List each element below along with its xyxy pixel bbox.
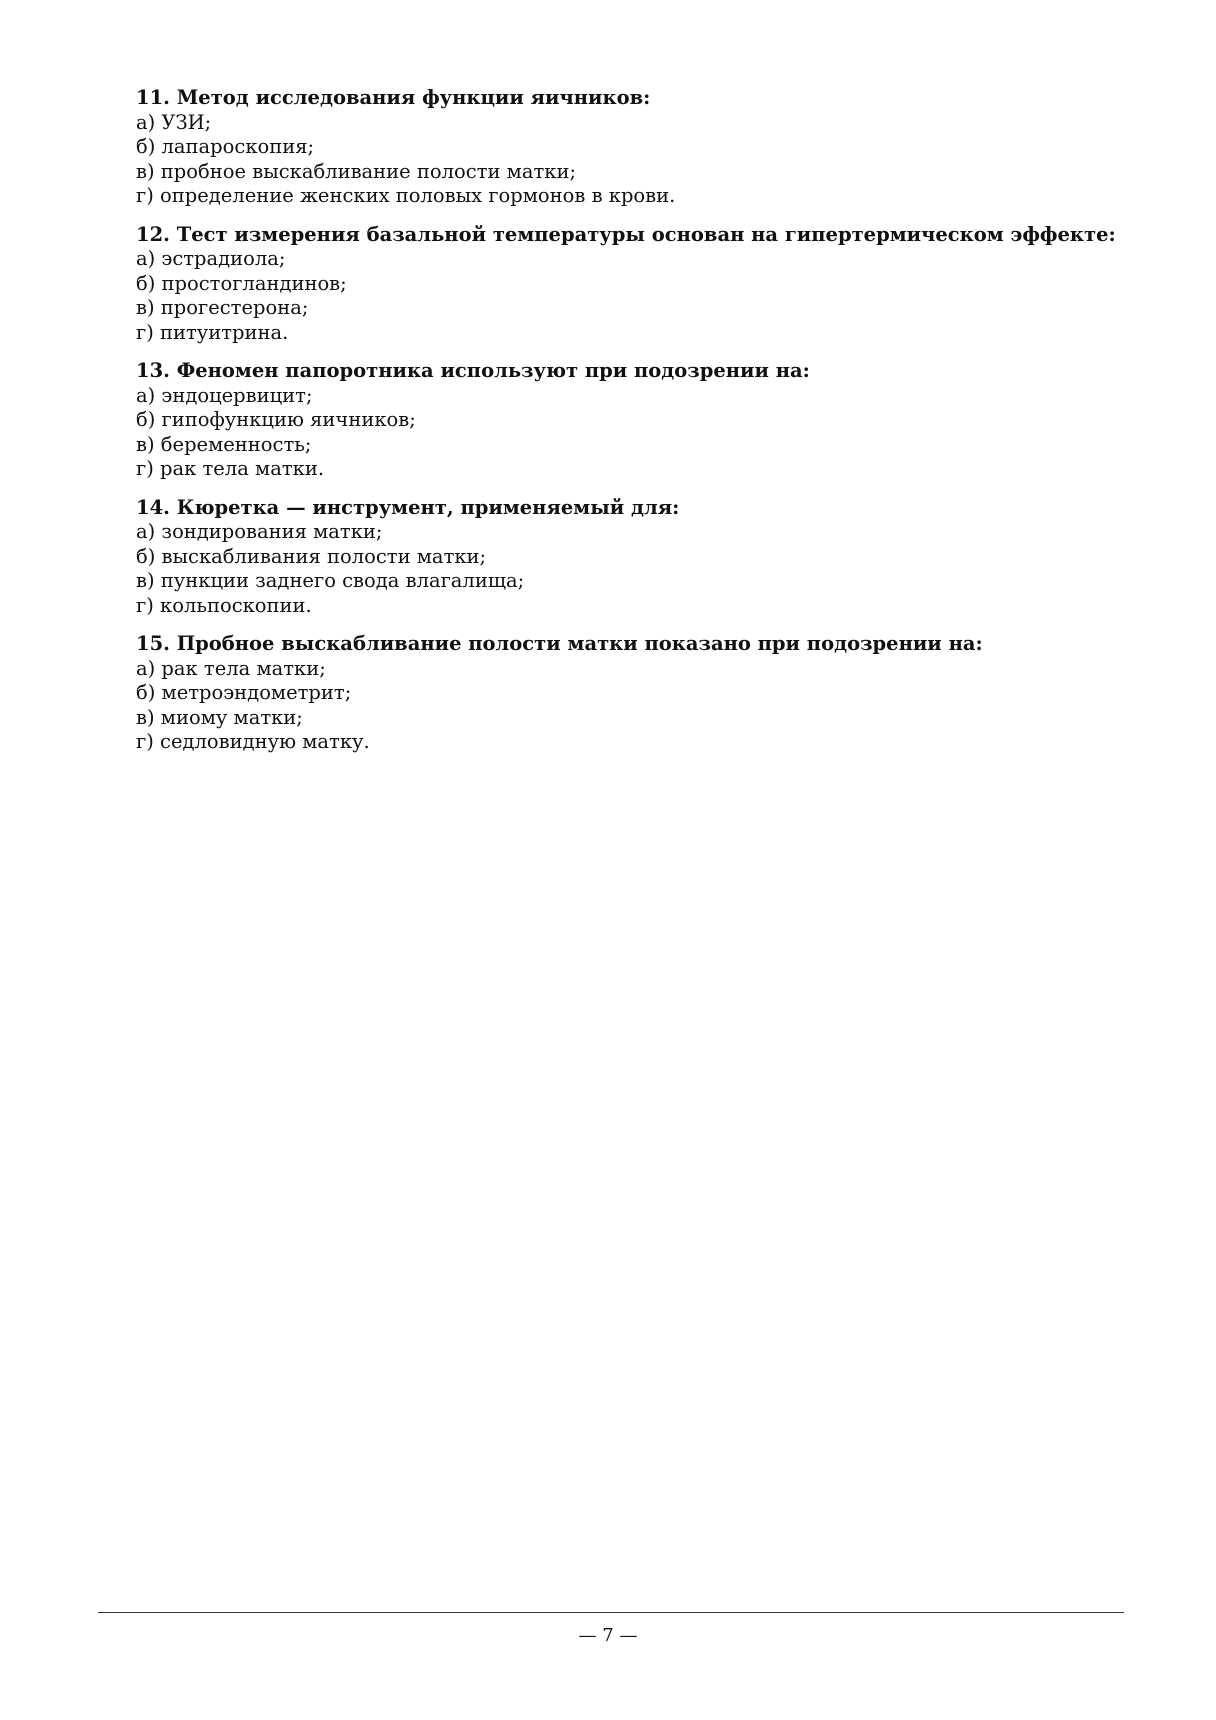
question-list (136, 86, 1116, 769)
question-title: 11. Метод исследования функции яичников: (136, 86, 651, 109)
answer-option: в) пробное выскабливание полости матки; (136, 159, 577, 183)
answer-option: б) гипофункцию яичников; (136, 408, 416, 431)
answer-options (136, 520, 1116, 618)
question-title: 13. Феномен папоротника используют при подозрении на: (136, 359, 810, 382)
answer-option: а) эндоцервицит; (136, 383, 313, 407)
question-14 (136, 496, 1116, 619)
question-13 (136, 359, 1116, 482)
answer-option: а) УЗИ; (136, 110, 212, 134)
question-12 (136, 223, 1116, 346)
answer-options (136, 111, 1116, 209)
answer-option: в) пункции заднего свода влагалища; (136, 569, 525, 592)
answer-option: в) прогестерона; (136, 296, 309, 319)
answer-option: б) метроэндометрит; (136, 681, 352, 704)
answer-option: а) рак тела матки; (136, 656, 326, 680)
answer-option: б) выскабливания полости матки; (136, 544, 487, 568)
answer-option: г) рак тела матки. (136, 457, 325, 480)
answer-option: г) кольпоскопии. (136, 593, 312, 617)
answer-option: в) миому матки; (136, 705, 303, 729)
answer-options (136, 657, 1116, 755)
answer-option: а) эстрадиола; (136, 247, 286, 270)
answer-option: г) питуитрина. (136, 320, 289, 344)
question-11 (136, 86, 1116, 209)
question-title: 12. Тест измерения базальной температуры основан на гипертермическом эффекте: (136, 222, 1116, 246)
answer-option: г) определение женских половых гормонов в крови. (136, 184, 676, 207)
answer-options (136, 247, 1116, 345)
answer-option: г) седловидную матку. (136, 730, 370, 753)
question-15 (136, 632, 1116, 755)
question-title: 15. Пробное выскабливание полости матки показано при подозрении на: (136, 632, 983, 655)
answer-option: а) зондирования матки; (136, 520, 383, 543)
question-title: 14. Кюретка — инструмент, применяемый для: (136, 495, 680, 519)
answer-option: в) беременность; (136, 432, 312, 456)
answer-options (136, 384, 1116, 482)
answer-option: б) простогландинов; (136, 271, 347, 295)
footer-divider (98, 1612, 1124, 1613)
answer-option: б) лапароскопия; (136, 135, 315, 158)
page-number: — 7 — (578, 1625, 638, 1646)
